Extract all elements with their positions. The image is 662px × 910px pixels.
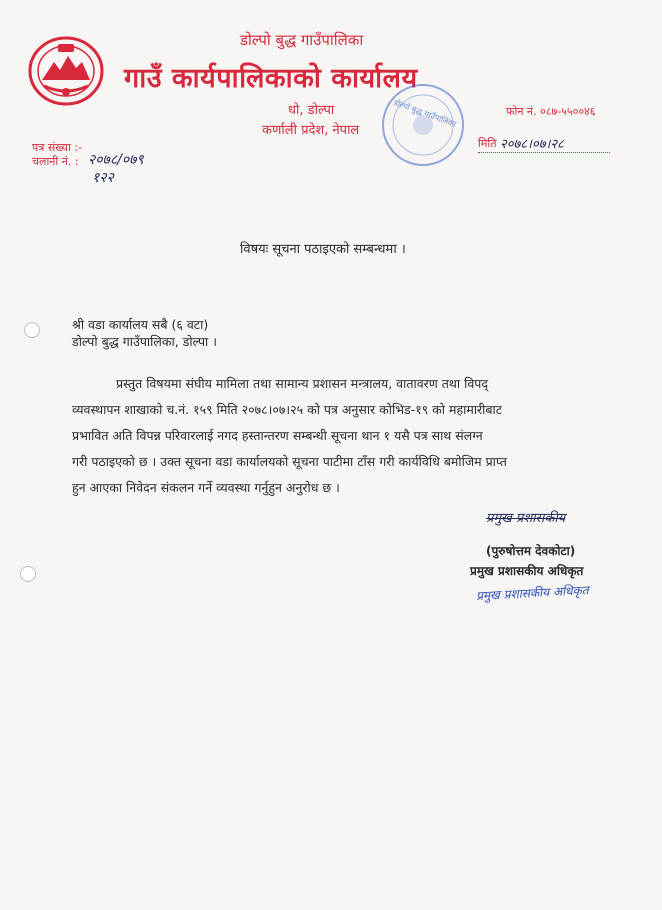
patra-sankhya-label: पत्र संख्या :-	[32, 141, 83, 154]
signatory-title: प्रमुख प्रशासकीय अधिकृत	[470, 564, 584, 578]
title-stamp: प्रमुख प्रशासकीय अधिकृत	[475, 583, 589, 603]
office-location: धो, डोल्पा	[288, 103, 335, 118]
addressee-line-2: डोल्पो बुद्ध गाउँपालिका, डोल्पा ।	[72, 334, 217, 349]
body-line: प्रस्तुत विषयमा संघीय मामिला तथा सामान्य प्रशासन मन्त्रालय, वातावरण तथा विपद्	[116, 376, 489, 391]
punch-hole	[20, 566, 36, 582]
municipality-name: डोल्पो बुद्ध गाउँपालिका	[240, 31, 364, 49]
miti-label: मिति	[478, 137, 497, 150]
chalani-number: १२२	[92, 170, 114, 186]
nepal-emblem-icon	[28, 36, 104, 106]
chalani-label: चलानी नं. :	[32, 155, 79, 168]
body-line: प्रभावित अति विपन्न परिवारलाई नगद हस्तान्तरण सम्बन्धी सूचना थान १ यसै पत्र साथ संलग्न	[72, 428, 483, 443]
punch-hole	[24, 322, 40, 338]
body-line: व्यवस्थापन शाखाको च.नं. १५९ मिति २०७८।०७।२५ को पत्र अनुसार कोभिड-१९ को महामारीबाट	[72, 402, 503, 417]
office-title: गाउँ कार्यपालिकाको कार्यालय	[124, 63, 418, 94]
body-line: गरी पठाइएको छ । उक्त सूचना वडा कार्यालयको सूचना पाटीमा टाँस गरी कार्यविधि बमोजिम प्राप्त	[72, 454, 507, 469]
letter-subject: विषयः सूचना पठाइएको सम्बन्धमा ।	[240, 242, 406, 257]
phone-number: फोन नं. ०८७-५५००४६	[506, 105, 596, 118]
stamp-text: डोल्पो बुद्ध गाउँपालिका	[392, 97, 458, 129]
body-line: हुन आएका निवेदन संकलन गर्ने व्यवस्था गर्नुहुन अनुरोध छ ।	[72, 480, 340, 495]
signature-scrawl: प्रमुख प्रशासकीय	[486, 511, 566, 526]
miti-dotted-line	[478, 152, 610, 153]
office-stamp	[378, 80, 468, 170]
signatory-name: (पुरुषोत्तम देवकोटा)	[486, 544, 576, 558]
addressee-line-1: श्री वडा कार्यालय सबै (६ वटा)	[72, 317, 209, 332]
miti-value: २०७८।०७।२८	[500, 137, 564, 152]
chalani-value: २०७८/०७९	[88, 152, 144, 168]
office-province: कर्णाली प्रदेश, नेपाल	[262, 123, 360, 138]
